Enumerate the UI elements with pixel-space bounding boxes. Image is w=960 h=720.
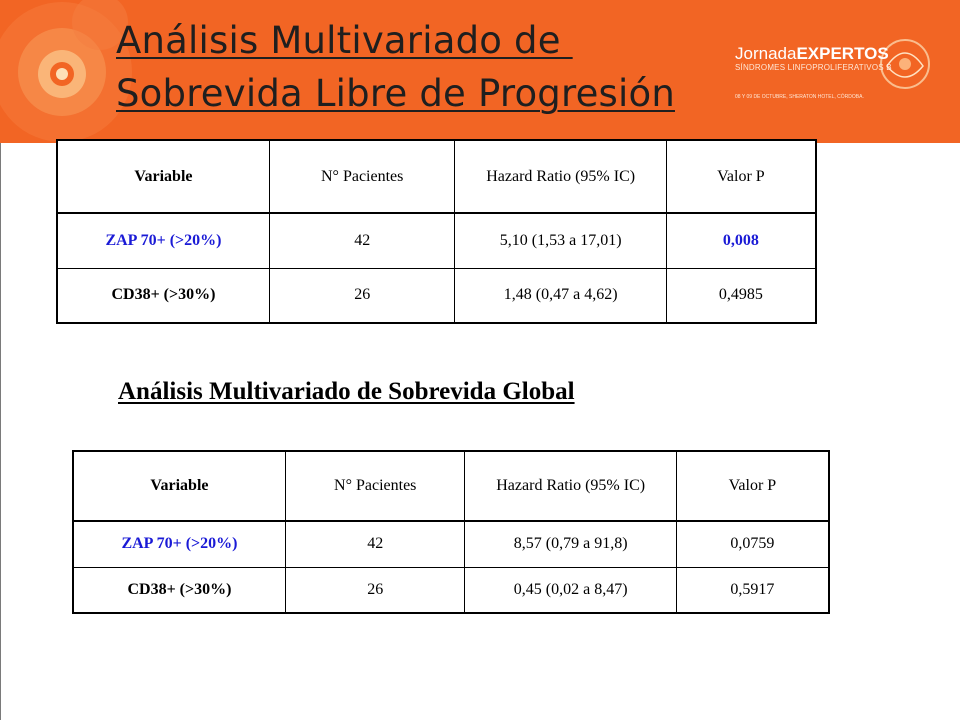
cell-hazard-ratio: 0,45 (0,02 a 8,47) [465, 567, 676, 613]
table-row [57, 213, 816, 268]
cell-variable: CD38+ (>30%) [57, 268, 269, 323]
table-row [57, 268, 816, 323]
header-cell-variable: Variable [73, 451, 285, 521]
cell-p-value: 0,4985 [666, 268, 816, 323]
left-border-rule [0, 143, 1, 720]
cell-patients: 26 [269, 268, 455, 323]
cell-p-value: 0,008 [666, 213, 816, 268]
table-header-row [57, 140, 816, 213]
cell-hazard-ratio: 1,48 (0,47 a 4,62) [455, 268, 666, 323]
slide-title-line-2: Sobrevida Libre de Progresión [116, 72, 675, 115]
cell-variable: CD38+ (>30%) [73, 567, 285, 613]
cell-p-value: 0,0759 [676, 521, 829, 567]
header-cell-hazard-ratio: Hazard Ratio (95% IC) [465, 451, 676, 521]
pfs-table [56, 139, 817, 324]
table-header-row [73, 451, 829, 521]
header-cell-p-value: Valor P [666, 140, 816, 213]
header-cell-patients: N° Pacientes [269, 140, 455, 213]
section-heading-overall-survival: Análisis Multivariado de Sobrevida Global [118, 378, 575, 405]
logo-brand-part-1: Jornada [735, 44, 797, 63]
logo-brand-text [735, 44, 889, 64]
cell-variable: ZAP 70+ (>20%) [57, 213, 269, 268]
header-cell-patients: N° Pacientes [285, 451, 465, 521]
table-row [73, 567, 829, 613]
logo-brand-part-2: EXPERTOS [796, 44, 889, 63]
os-table [72, 450, 830, 614]
header-cell-hazard-ratio: Hazard Ratio (95% IC) [455, 140, 666, 213]
header-cell-variable: Variable [57, 140, 269, 213]
cell-patients: 26 [285, 567, 465, 613]
cell-p-value: 0,5917 [676, 567, 829, 613]
cell-variable: ZAP 70+ (>20%) [73, 521, 285, 567]
logo-subtitle: SÍNDROMES LINFOPROLIFERATIVOS B [735, 63, 892, 72]
cell-patients: 42 [269, 213, 455, 268]
logo-dateline: 08 Y 09 DE OCTUBRE, SHERATON HOTEL, CÓRDOBA. [735, 94, 864, 100]
header-cell-p-value: Valor P [676, 451, 829, 521]
cell-hazard-ratio: 8,57 (0,79 a 91,8) [465, 521, 676, 567]
table-row [73, 521, 829, 567]
slide-header [0, 0, 960, 143]
cell-patients: 42 [285, 521, 465, 567]
cell-hazard-ratio: 5,10 (1,53 a 17,01) [455, 213, 666, 268]
event-logo [735, 36, 935, 106]
slide-title-line-1: Análisis Multivariado de [116, 19, 573, 62]
